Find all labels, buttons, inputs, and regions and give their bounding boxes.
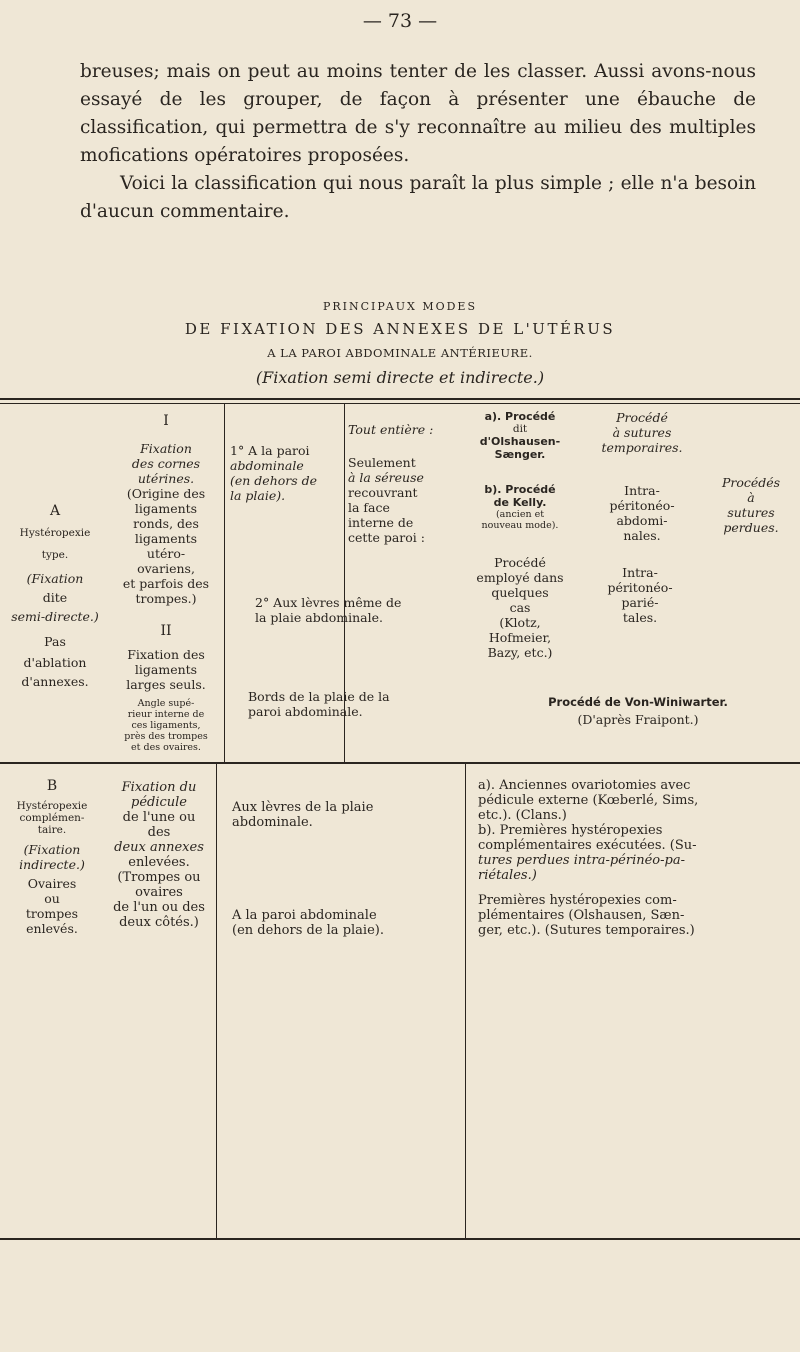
section-a-von-winiwarter: Procédé de Von-Winiwarter. (D'après Fraipont.) [548,695,728,727]
table-top-rule-thin [0,403,800,404]
section-a-group-ii: II Fixation des ligaments larges seuls. Angle supé- rieur interne de ces ligaments, près des trompes et des ovaires. [124,623,208,753]
intro-paragraph-1: breuses; mais on peut au moins tenter de les classer. Aussi avons-nous essayé de les grouper, de façon à présenter une ébauche de classification, qui permettra de s'y reconnaître au milieu des multiples mofications opératoires proposées. [80,61,756,166]
section-a-procede-employe: Procédé employé dans quelques cas (Klotz, Hofmeier, Bazy, etc.) [476,555,564,660]
title-line-4: (Fixation semi directe et indirecte.) [255,368,545,387]
section-a-label: A Hystéropexie type. (Fixation dite semi-directe.) Pas d'ablation d'annexes. [11,503,99,689]
column-divider [224,403,225,762]
title-line-3: A LA PAROI ABDOMINALE ANTÉRIEURE. [267,346,533,360]
section-a-parietales: Intra- péritonéo- parié- tales. [607,565,673,625]
section-b-label: B Hystéropexie complémen- taire. (Fixation indirecte.) Ovaires ou trompes enlevés. [16,778,88,936]
title-line-2: DE FIXATION DES ANNEXES DE L'UTÉRUS [184,320,616,338]
section-b-pedicule: Fixation du pédicule de l'une ou des deux annexes enlevées. (Trompes ou ovaires de l'un ou des deux côtés.) [113,780,205,930]
column-divider [465,762,466,1238]
section-a-bords-option: Bords de la plaie de la paroi abdominale. [248,689,390,719]
section-divider-rule [0,762,800,764]
column-divider [216,762,217,1238]
section-a-paroi-suboptions: Tout entière : Seulement à la séreuse recouvrant la face interne de cette paroi : [348,422,434,545]
page-number: — 73 — [362,10,438,32]
intro-paragraph-2: Voici la classification qui nous paraît la plus simple ; elle n'a besoin d'aucun commentaire. [80,173,756,222]
section-a-paroi-option: 1° A la paroi abdominale (en dehors de la plaie). [230,443,318,503]
section-a-group-i: I Fixation des cornes utérines. (Origine des ligaments ronds, des ligaments utéro- ovariens, et parfois des trompes.) [122,413,210,606]
section-b-paroi: A la paroi abdominale (en dehors de la plaie). [232,908,384,938]
intro-text [80,58,756,226]
section-b-levres: Aux lèvres de la plaie abdominale. [232,800,374,830]
table-bottom-rule [0,1238,800,1240]
section-a-sutures-temporaires: Procédé à sutures temporaires. Intra- péritonéo- abdomi- nales. [601,410,683,543]
section-a-sutures-perdues: Procédés à sutures perdues. [721,475,781,535]
section-a-procedes-ab: a). Procédé dit d'Olshausen- Sænger. b). Procédé de Kelly. (ancien et nouveau mode). [479,410,561,531]
table-top-rule [0,398,800,400]
section-a-levres-option: 2° Aux lèvres même de la plaie abdominale. [255,595,402,625]
section-b-procedures: a). Anciennes ovariotomies avec pédicule externe (Kœberlé, Sims, etc.). (Clans.) b). Premières hystéropexies complémentaires exécutées. (Su- tures perdues intra-périnéo-pa- riétales.) Premières hystéropexies com- plémentaires (Olshausen, Sæn- ger, etc.). (Sutures temporaires.) [478,778,699,938]
title-line-1: PRINCIPAUX MODES [322,300,477,313]
